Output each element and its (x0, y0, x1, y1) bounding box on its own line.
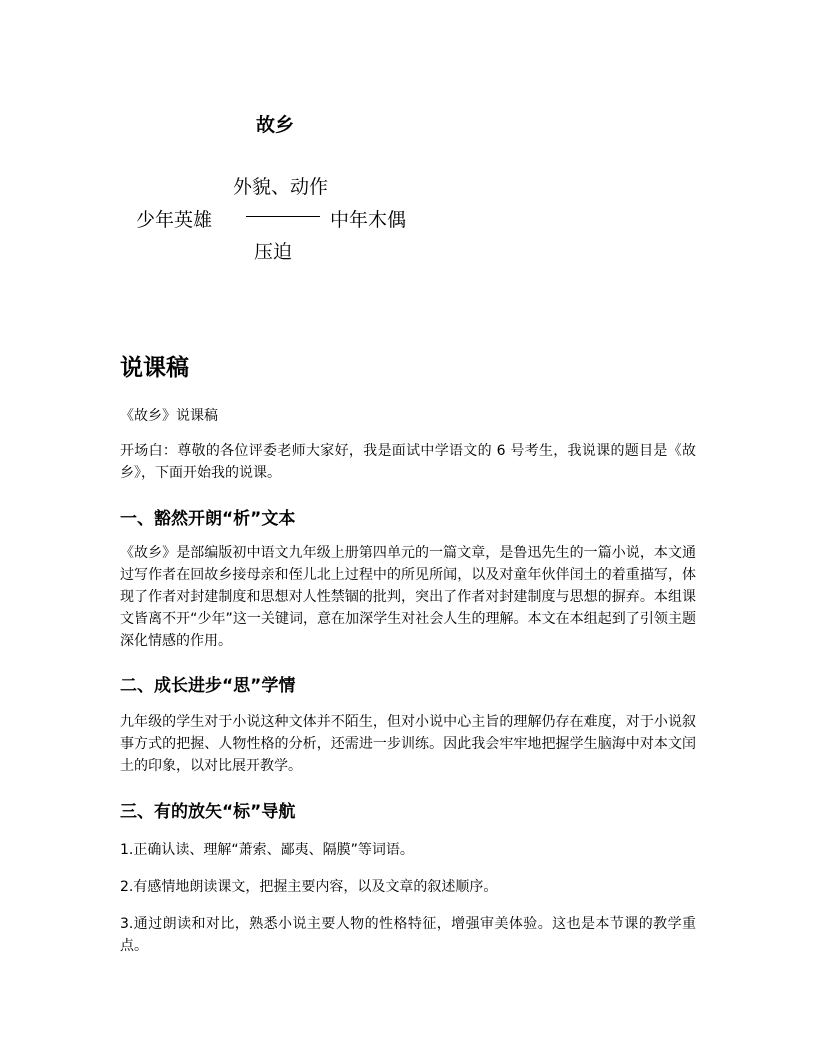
section-2-heading: 二、成长进步“思”学情 (120, 676, 296, 696)
section-1-heading: 一、豁然开朗“析”文本 (120, 509, 296, 529)
section-2-paragraph: 九年级的学生对于小说这种文体并不陌生，但对小说中心主旨的理解仍存在难度，对于小说叙事方式的把握、人物性格的分析，还需进一步训练。因此我会牢牢地把握学生脑海中对本文闰土的印象，以对比展开教学。 (120, 714, 696, 774)
board-label-young-hero: 少年英雄 (136, 209, 213, 231)
board-label-appearance: 外貌、动作 (233, 176, 329, 198)
section-1-paragraph: 《故乡》是部编版初中语文九年级上册第四单元的一篇文章，是鲁迅先生的一篇小说，本文通过写作者在回故乡接母亲和侄儿北上过程中的所见所闻，以及对童年伙伴闰土的着重描写，体现了作者对封建制度和思想对人性禁锢的批判，突出了作者对封建制度与思想的摒弃。本组课文皆离不开“少年”这一关键词，意在加深学生对社会人生的理解。本文在本组起到了引领主题深化情感的作用。 (120, 545, 696, 649)
goal-item-3: 3.通过朗读和对比，熟悉小说主要人物的性格特征，增强审美体验。这也是本节课的教学重点。 (120, 916, 696, 954)
section-3-heading: 三、有的放矢“标”导航 (120, 802, 296, 822)
board-title: 故乡 (256, 114, 295, 136)
document-title: 说课稿 (120, 355, 189, 381)
opening-paragraph: 开场白：尊敬的各位评委老师大家好，我是面试中学语文的 6 号考生，我说课的题目是《故乡》，下面开始我的说课。 (120, 443, 696, 481)
board-label-oppression: 压迫 (254, 241, 293, 263)
document-subtitle: 《故乡》说课稿 (120, 408, 218, 424)
board-label-middle-aged-puppet: 中年木偶 (330, 209, 407, 231)
goal-item-1: 1.正确认读、理解“萧索、鄙夷、隔膜”等词语。 (120, 842, 414, 858)
goal-item-2: 2.有感情地朗读课文，把握主要内容，以及文章的叙述顺序。 (120, 879, 498, 895)
board-connector-line (246, 216, 320, 217)
